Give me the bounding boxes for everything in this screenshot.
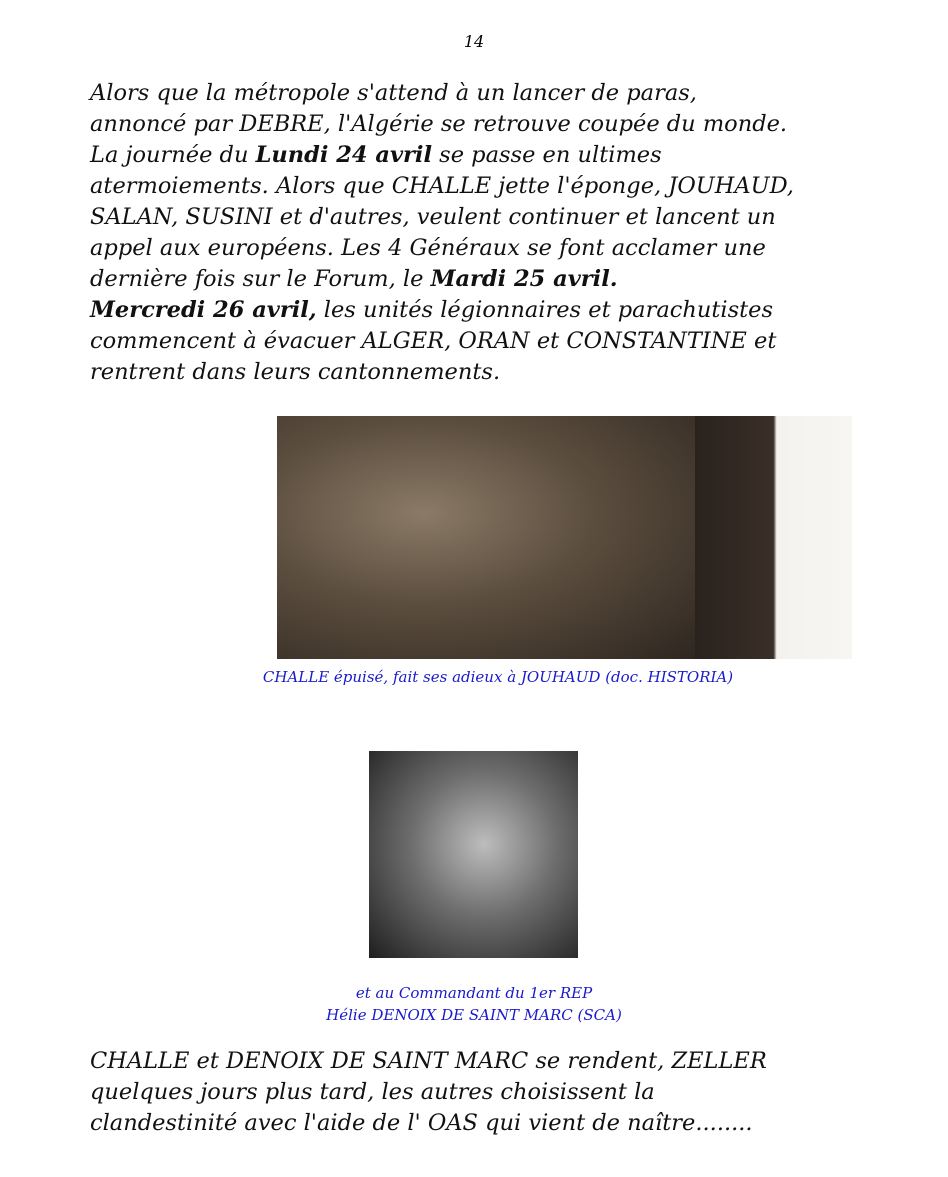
photo-challe-jouhaud [277, 416, 852, 659]
text-line: Alors que la métropole s'attend à un lancer de paras, [90, 80, 697, 106]
date-mardi: Mardi 25 avril. [430, 266, 618, 292]
photo-denoix-portrait [369, 751, 578, 958]
body-paragraph-1 [90, 78, 890, 388]
text-line: annoncé par DEBRE, l'Algérie se retrouve coupée du monde. [90, 111, 788, 137]
date-mercredi: Mercredi 26 avril, [90, 297, 317, 323]
text-line: clandestinité avec l'aide de l' OAS qui vient de naître........ [90, 1110, 753, 1136]
text-line: appel aux européens. Les 4 Généraux se font acclamer une [90, 235, 766, 261]
text-line: dernière fois sur le Forum, le Mardi 25 avril. [90, 266, 618, 292]
date-lundi: Lundi 24 avril [255, 142, 433, 168]
text-line: quelques jours plus tard, les autres choisissent la [90, 1079, 655, 1105]
text-line: Mercredi 26 avril, les unités légionnaires et parachutistes [90, 297, 774, 323]
text-line: atermoiements. Alors que CHALLE jette l'éponge, JOUHAUD, [90, 173, 794, 199]
photo-caption-1: CHALLE épuisé, fait ses adieux à JOUHAUD (doc. HISTORIA) [262, 668, 734, 686]
caption-line: et au Commandant du 1er REP [355, 984, 593, 1002]
text-line: SALAN, SUSINI et d'autres, veulent continuer et lancent un [90, 204, 776, 230]
text-line: rentrent dans leurs cantonnements. [90, 359, 501, 385]
caption-line: Hélie DENOIX DE SAINT MARC (SCA) [326, 1006, 622, 1024]
text-line: commencent à évacuer ALGER, ORAN et CONSTANTINE et [90, 328, 777, 354]
photo-dark-area [277, 416, 695, 659]
page-number: 14 [463, 32, 485, 51]
text-line: CHALLE et DENOIX DE SAINT MARC se rendent, ZELLER [90, 1048, 767, 1074]
body-paragraph-2 [90, 1046, 890, 1139]
photo-right-area [695, 416, 852, 659]
text-line: La journée du Lundi 24 avril se passe en ultimes [90, 142, 662, 168]
photo-caption-2 [0, 982, 948, 1026]
